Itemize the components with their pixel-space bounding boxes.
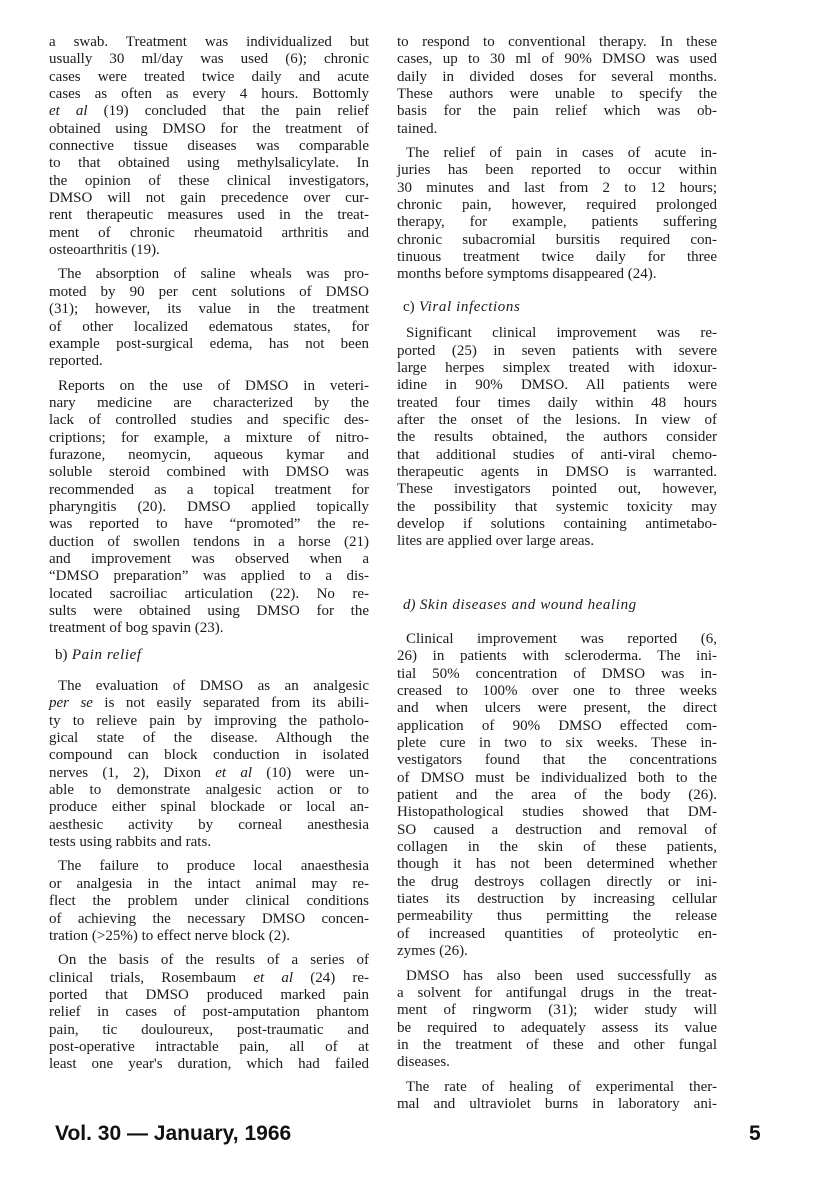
text-line: obtained using DMSO for the treatment of — [49, 120, 369, 137]
section-heading-label: b) — [55, 646, 68, 663]
text-line: These authors were unable to specify the — [397, 86, 717, 103]
text-line: be required to adequately assess its value — [397, 1019, 717, 1036]
text-line: furazone, neomycin, aqueous kymar and — [49, 446, 369, 463]
text-line: DMSO has also been used successfully as — [406, 967, 717, 984]
text-line: moted by 90 per cent solutions of DMSO — [49, 283, 369, 300]
text-line: creased to 100% over one to three weeks — [397, 683, 717, 699]
text-line: The absorption of saline wheals was pro- — [58, 266, 369, 283]
text-line: On the basis of the results of a series of — [58, 952, 369, 969]
text-line: Significant clinical improvement was re- — [406, 325, 717, 342]
text-line: criptions; for example, a mixture of nitro- — [49, 429, 369, 446]
text-line: of increased quantities of proteolytic en- — [397, 925, 717, 942]
text-line: (31); however, its value in the treatment — [49, 301, 369, 318]
text-line: lack of controlled studies and specific des- — [49, 412, 369, 429]
italic-term: per se — [49, 695, 93, 712]
text-line: though it has not been determined whether — [397, 856, 717, 873]
paragraph — [49, 858, 369, 945]
text-line: aesthesic activity by corneal anesthesia — [49, 816, 369, 833]
text-line: ported (25) in seven patients with severe — [397, 342, 717, 359]
text-line: that additional studies of anti-viral chemo- — [397, 446, 717, 463]
text-line: able to demonstrate analgesic action or to — [49, 782, 369, 799]
text-line: located sacroiliac articulation (22). No re- — [49, 585, 369, 602]
text-line: osteoarthritis (19). — [49, 242, 160, 259]
text-line: daily in divided doses for several months. — [397, 68, 717, 85]
text-line: relief in cases of post-amputation phantom — [49, 1004, 369, 1021]
text-line: gical state of the disease. Although the — [49, 730, 369, 747]
paragraph — [397, 968, 717, 1072]
text-line: ty to relieve pain by improving the patholo- — [49, 712, 369, 729]
text-line: Histopathological studies showed that DM- — [397, 804, 717, 821]
text-line: therapy, for example, patients suffering — [397, 214, 717, 231]
text-line: in the treatment of these and other fungal — [397, 1036, 717, 1053]
text-line: diseases. — [397, 1054, 450, 1071]
text-line: idine in 90% DMSO. All patients were — [397, 377, 717, 394]
italic-term: et al — [49, 103, 88, 120]
text-line: tial 50% concentration of DMSO was in- — [397, 665, 717, 682]
text-line: plete cure in two to six weeks. These in- — [397, 735, 717, 752]
text-line: was reported to have “promoted” the re- — [49, 516, 369, 533]
paragraph — [49, 266, 369, 370]
text-line: lites are applied over large areas. — [397, 533, 595, 550]
text-line: reported. — [49, 353, 103, 370]
text-line: clinical trials, Rosembaum et al (24) re- — [49, 969, 369, 986]
text-line: or analgesia in the intact animal may re- — [49, 875, 369, 892]
footer-issue-info: Vol. 30 — January, 1966 — [55, 1122, 292, 1145]
text-line: after the onset of the lesions. In view of — [397, 411, 717, 428]
text-line: mal and ultraviolet burns in laboratory ani- — [397, 1095, 717, 1112]
text-line: 26) in patients with scleroderma. The ini- — [397, 648, 717, 665]
text-line: months before symptoms disappeared (24). — [397, 266, 657, 283]
text-line: ment of ringworm (31); wider study will — [397, 1002, 717, 1019]
text-line: treated four times daily within 48 hours — [397, 394, 717, 411]
text-line: a swab. Treatment was individualized but — [49, 34, 369, 50]
paragraph — [397, 631, 717, 961]
left-column — [49, 34, 369, 1074]
text-line: of other localized edematous states, for — [49, 318, 369, 335]
paragraph — [397, 34, 717, 138]
text-line: tinuous treatment twice daily for three — [397, 249, 717, 266]
text-line: therapeutic agents in DMSO is warranted. — [397, 463, 717, 480]
text-line: large herpes simplex treated with idoxur- — [397, 359, 717, 376]
italic-term: et al — [215, 764, 253, 781]
text-line: post-operative intractable pain, all of at — [49, 1038, 369, 1055]
paragraph — [49, 34, 369, 259]
text-line: usually 30 ml/day was used (6); chronic — [49, 51, 369, 68]
text-line: 30 minutes and last from 2 to 12 hours; — [397, 179, 717, 196]
text-line: Reports on the use of DMSO in veteri- — [58, 377, 369, 394]
paragraph — [49, 678, 369, 851]
text-line: cases, up to 30 ml of 90% DMSO was used — [397, 51, 717, 68]
text-line: pharyngitis (20). DMSO applied topically — [49, 498, 369, 515]
paragraph — [397, 145, 717, 284]
text-line: example post-surgical edema, has not been — [49, 335, 369, 352]
text-line: ported that DMSO produced marked pain — [49, 986, 369, 1003]
section-heading-title: Skin diseases and wound healing — [415, 596, 637, 613]
text-line: recommended as a topical treatment for — [49, 481, 369, 498]
text-line: and improvement was observed when a — [49, 550, 369, 567]
text-line: juries has been reported to occur within — [397, 162, 717, 179]
text-line: chronic subacromial bursitis required con- — [397, 231, 717, 248]
text-line: nary medicine are characterized by the — [49, 394, 369, 411]
text-line: The relief of pain in cases of acute in- — [406, 145, 717, 162]
text-line: connective tissue diseases was comparable — [49, 138, 369, 155]
text-line: the possibility that systemic toxicity may — [397, 498, 717, 515]
text-line: The failure to produce local anaesthesia — [58, 858, 369, 875]
text-line: basis for the pain relief which was ob- — [397, 103, 717, 120]
section-heading-title: Viral infections — [414, 298, 521, 315]
text-line: SO caused a destruction and removal of — [397, 821, 717, 838]
text-line: soluble steroid combined with DMSO was — [49, 464, 369, 481]
text-line: the results obtained, the authors consider — [397, 429, 717, 446]
section-heading-label: c) — [403, 298, 415, 315]
text-line: least one year's duration, which had failed — [49, 1056, 369, 1073]
paragraph — [49, 378, 369, 638]
paragraph — [397, 325, 717, 550]
text-line: sults were obtained using DMSO for the — [49, 603, 369, 619]
text-line: develop if solutions containing antimetabo- — [397, 515, 717, 532]
text-line: permeability thus permitting the release — [397, 908, 717, 925]
text-line: tests using rabbits and rats. — [49, 834, 212, 851]
text-line: tained. — [397, 120, 438, 137]
paragraph — [397, 1079, 717, 1114]
section-heading-d — [397, 597, 717, 614]
text-line: application of 90% DMSO effected com- — [397, 717, 717, 734]
text-line: collagen in the skin of these patients, — [397, 839, 717, 856]
text-line: Clinical improvement was reported (6, — [406, 630, 717, 647]
page-number: 5 — [749, 1122, 761, 1145]
text-line: to respond to conventional therapy. In these — [397, 34, 717, 50]
text-line: cases were treated twice daily and acute — [49, 68, 369, 85]
text-line: ment of chronic rheumatoid arthritis and — [49, 224, 369, 241]
text-line: pain, tic douloureux, post-traumatic and — [49, 1021, 369, 1038]
section-heading-c — [397, 299, 717, 316]
text-line: of achieving the necessary DMSO concen- — [49, 910, 369, 927]
paragraph — [49, 952, 369, 1073]
text-line: zymes (26). — [397, 943, 468, 960]
text-line: the opinion of these clinical investigators, — [49, 172, 369, 189]
text-line: nerves (1, 2), Dixon et al (10) were un- — [49, 764, 369, 781]
text-line: rent therapeutic measures used in the treat- — [49, 207, 369, 224]
text-line: and when ulcers were present, the direct — [397, 700, 717, 717]
right-column — [397, 34, 717, 1113]
text-line: DMSO will not gain precedence over cur- — [49, 190, 369, 207]
text-line: treatment of bog spavin (23). — [49, 620, 224, 637]
italic-term: et al — [253, 969, 294, 986]
text-line: tiates its destruction by increasing cellular — [397, 891, 717, 908]
text-line: a solvent for antifungal drugs in the treat- — [397, 984, 717, 1001]
text-line: patient and the area of the body (26). — [397, 787, 717, 804]
text-line: “DMSO preparation” was applied to a dis- — [49, 568, 369, 585]
text-line: cases as often as every 4 hours. Bottomly — [49, 86, 369, 103]
section-heading-title: Pain relief — [67, 646, 142, 663]
text-line: the drug destroys collagen directly or ini- — [397, 873, 717, 890]
text-line: to that obtained using methylsalicylate. In — [49, 155, 369, 172]
section-heading-label: d) — [403, 596, 416, 613]
section-heading-b — [49, 647, 369, 664]
text-line: compound can block conduction in isolated — [49, 747, 369, 764]
text-line: tration (>25%) to effect nerve block (2). — [49, 927, 291, 944]
text-line: chronic pain, however, required prolonged — [397, 197, 717, 214]
text-line: flect the problem under clinical conditions — [49, 893, 369, 910]
text-line: vestigators found that the concentrations — [397, 752, 717, 769]
text-line: The evaluation of DMSO as an analgesic — [58, 678, 369, 695]
text-line: duction of swollen tendons in a horse (21) — [49, 533, 369, 550]
text-line: et al (19) concluded that the pain relief — [49, 103, 369, 120]
text-line: per se is not easily separated from its abili- — [49, 695, 369, 712]
text-line: of DMSO must be individualized both to the — [397, 769, 717, 786]
text-line: produce either spinal blockade or local an- — [49, 799, 369, 816]
text-line: The rate of healing of experimental ther- — [406, 1078, 717, 1095]
text-line: These investigators pointed out, however, — [397, 481, 717, 498]
